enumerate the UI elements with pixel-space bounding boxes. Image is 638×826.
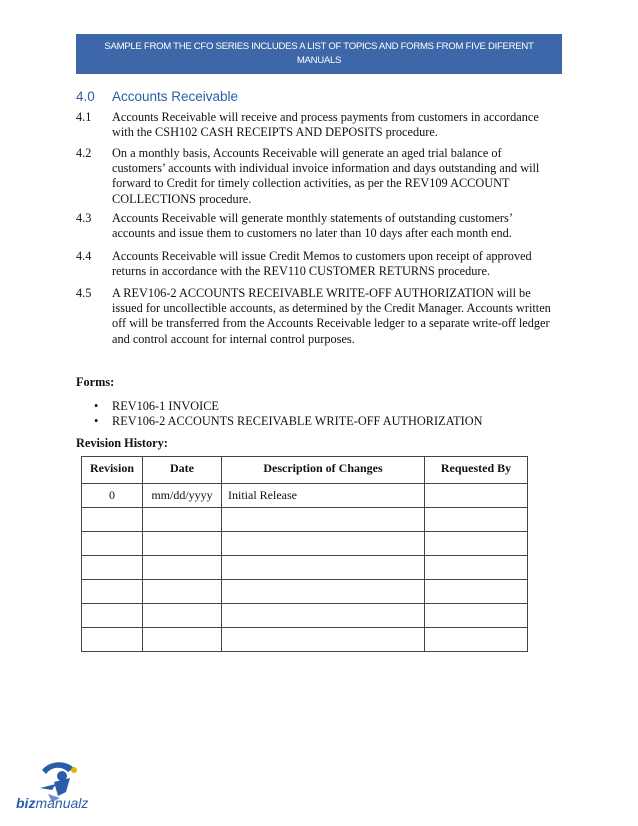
banner-line-1: SAMPLE FROM THE CFO SERIES INCLUDES A LIST OF TOPICS AND FORMS FROM FIVE DIFERENT <box>104 41 534 52</box>
table-cell <box>425 484 528 508</box>
paragraph-4-2 <box>76 146 556 207</box>
paragraph-number: 4.5 <box>76 286 92 300</box>
list-item <box>92 399 483 414</box>
form-name: REV106-1 INVOICE <box>112 399 219 413</box>
form-name: REV106-2 ACCOUNTS RECEIVABLE WRITE-OFF AUTHORIZATION <box>112 414 483 428</box>
table-row <box>82 532 528 556</box>
table-cell <box>222 556 425 580</box>
table-cell <box>425 604 528 628</box>
table-cell <box>143 628 222 652</box>
table-cell <box>425 628 528 652</box>
paragraph-text: Accounts Receivable will issue Credit Memos to customers upon receipt of approved returns in accordance with the REV110 CUSTOMER RETURNS procedure. <box>112 249 532 279</box>
section-heading <box>76 89 238 104</box>
header-banner <box>76 34 562 74</box>
table-row <box>82 628 528 652</box>
table-cell <box>82 532 143 556</box>
table-cell <box>425 580 528 604</box>
banner-line-2: MANUALS <box>296 55 342 66</box>
paragraph-number: 4.1 <box>76 110 92 124</box>
table-cell <box>143 580 222 604</box>
paragraph-number: 4.3 <box>76 211 92 225</box>
table-cell <box>425 508 528 532</box>
table-row <box>82 508 528 532</box>
paragraph-number: 4.4 <box>76 249 92 263</box>
table-cell: mm/dd/yyyy <box>143 484 222 508</box>
paragraph-text: A REV106-2 ACCOUNTS RECEIVABLE WRITE-OFF AUTHORIZATION will be issued for uncollectible accounts, as determined by the Credit Manager. Accounts written off will be transferred from the Accounts Receivable ledger to a separate write-off ledger and control account for internal control purposes. <box>112 286 551 346</box>
table-cell <box>82 556 143 580</box>
table-cell <box>222 580 425 604</box>
table-cell <box>82 604 143 628</box>
table-row <box>82 604 528 628</box>
table-cell <box>222 628 425 652</box>
paragraph-4-4 <box>76 249 556 279</box>
table-cell <box>82 580 143 604</box>
logo-text-part1: biz <box>16 795 36 811</box>
logo-text-part2: manualz <box>35 795 89 811</box>
paragraph-text: On a monthly basis, Accounts Receivable will generate an aged trial balance of customers’ accounts with individual invoice information and days outstanding and will forward to Credit for timely collection activities, as per the REV109 ACCOUNT COLLECTIONS procedure. <box>112 146 540 206</box>
table-cell <box>143 604 222 628</box>
column-header: Revision <box>82 457 143 484</box>
paragraph-text: Accounts Receivable will generate monthly statements of outstanding customers’ accounts and issue them to customers no later than 10 days after each month end. <box>112 211 512 241</box>
column-header: Requested By <box>425 457 528 484</box>
paragraph-4-3 <box>76 211 556 241</box>
table-cell <box>425 532 528 556</box>
revision-history-table <box>81 456 528 652</box>
paragraph-number: 4.2 <box>76 146 92 160</box>
table-cell <box>222 532 425 556</box>
table-row <box>82 580 528 604</box>
table-cell <box>82 628 143 652</box>
table-cell <box>143 556 222 580</box>
revision-history-heading: Revision History: <box>76 436 168 450</box>
table-cell <box>425 556 528 580</box>
paragraph-text: Accounts Receivable will receive and process payments from customers in accordance with the CSH102 CASH RECEIPTS AND DEPOSITS procedure. <box>112 110 539 140</box>
table-cell <box>222 604 425 628</box>
column-header: Date <box>143 457 222 484</box>
column-header: Description of Changes <box>222 457 425 484</box>
table-row <box>82 556 528 580</box>
bullet-icon: • <box>94 399 99 413</box>
bizmanualz-logo-text <box>16 795 88 811</box>
bullet-icon: • <box>94 414 99 428</box>
table-header-row <box>82 457 528 484</box>
table-cell <box>82 508 143 532</box>
table-cell: Initial Release <box>222 484 425 508</box>
table-cell: 0 <box>82 484 143 508</box>
table-cell <box>143 532 222 556</box>
forms-heading: Forms: <box>76 375 115 389</box>
table-row <box>82 484 528 508</box>
list-item <box>92 414 483 429</box>
table-cell <box>222 508 425 532</box>
paragraph-4-1 <box>76 110 556 140</box>
section-title: Accounts Receivable <box>112 89 239 104</box>
section-number: 4.0 <box>76 89 95 104</box>
forms-list <box>92 399 483 429</box>
paragraph-4-5 <box>76 286 556 347</box>
table-cell <box>143 508 222 532</box>
